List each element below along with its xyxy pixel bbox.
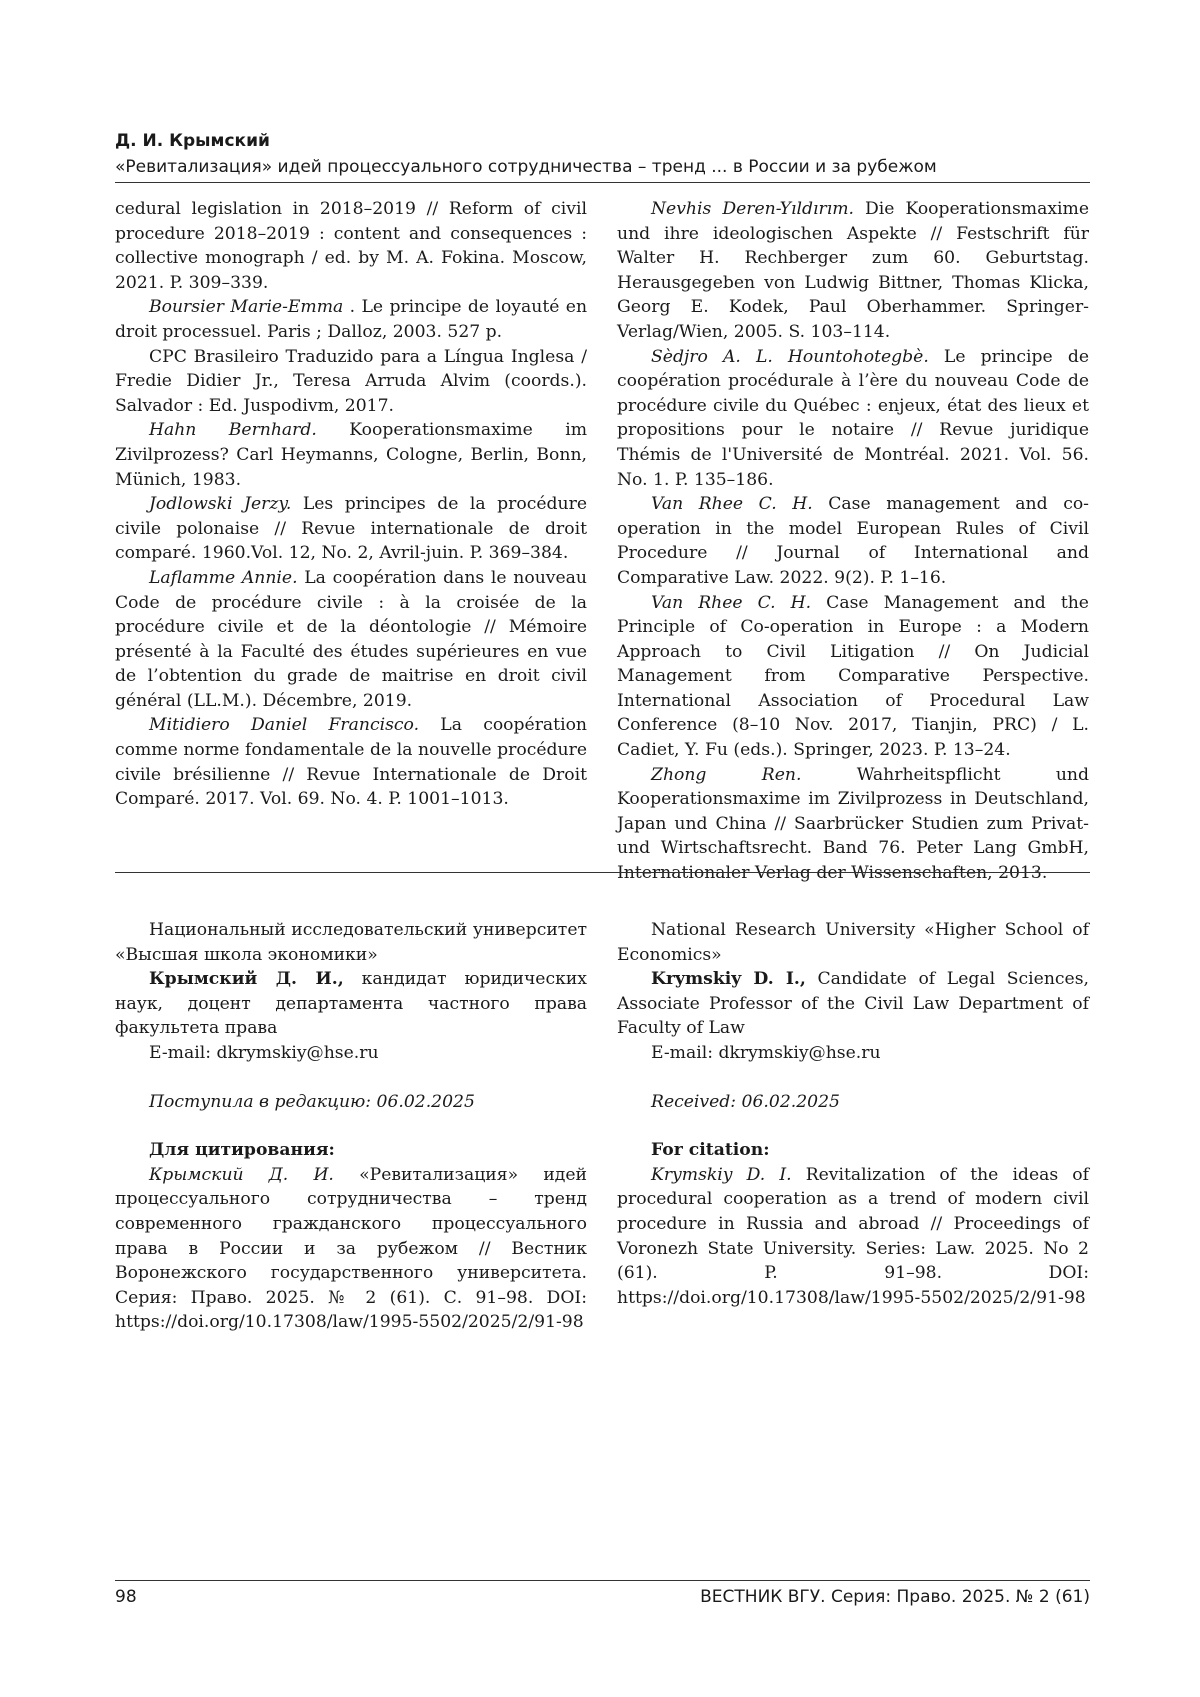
reference-item: Jodlowski Jerzy. Les principes de la procédure civile polonaise // Revue internationale de droit comparé. 1960.Vol. 12, No. 2, Avril-juin. P. 369–384. — [115, 492, 587, 566]
reference-item: cedural legislation in 2018–2019 // Reform of civil procedure 2018–2019 : content and consequences : collective monograph / ed. by M. A. Fokina. Moscow, 2021. P. 309–339. — [115, 197, 587, 295]
citation-text: Крымский Д. И. «Ревитализация» идей процессуального сотрудничества – тренд современного гражданского процессуального права в России и за рубежом // Вестник Воронежского государственного университета. Серия: Право. 2025. № 2 (61). С. 91–98. DOI: https://doi.org/10.17308/law/1995-5502/2025/2/91-98 — [115, 1163, 587, 1335]
reference-item: Van Rhee C. H. Case Management and the Principle of Co-operation in Europe : a Modern Approach to Civil Litigation // On Judicial Management from Comparative Perspective. International Association of Procedural Law Conference (8–10 Nov. 2017, Tianjin, PRC) / L. Cadiet, Y. Fu (eds.). Springer, 2023. P. 13–24. — [617, 591, 1089, 763]
author-info-en — [617, 918, 1089, 1310]
reference-author: Laflamme Annie. — [149, 568, 298, 588]
author-info-ru — [115, 918, 587, 1335]
reference-author: Nevhis Deren-Yıldırım. — [651, 199, 854, 219]
journal-name: ВЕСТНИК ВГУ. Серия: Право. 2025. № 2 (61) — [700, 1587, 1090, 1607]
reference-author: Van Rhee C. H. — [651, 494, 813, 514]
author-email: E-mail: dkrymskiy@hse.ru — [617, 1041, 1089, 1066]
running-header-title: «Ревитализация» идей процессуального сотрудничества – тренд ... в России и за рубежом — [115, 157, 937, 177]
reference-item: CPC Brasileiro Traduzido para a Língua Inglesa / Fredie Didier Jr., Teresa Arruda Alvim (coords.). Salvador : Ed. Juspodivm, 2017. — [115, 345, 587, 419]
page-number: 98 — [115, 1587, 137, 1607]
reference-item: Van Rhee C. H. Case management and co-operation in the model European Rules of Civil Procedure // Journal of International and Comparative Law. 2022. 9(2). P. 1–16. — [617, 492, 1089, 590]
received-date: Received: 06.02.2025 — [617, 1090, 1089, 1115]
running-header-author: Д. И. Крымский — [115, 131, 270, 151]
references-left-column — [115, 197, 587, 812]
citation-text: Krymskiy D. I. Revitalization of the ideas of procedural cooperation as a trend of modern civil procedure in Russia and abroad // Proceedings of Voronezh State University. Series: Law. 2025. No 2 (61). P. 91–98. DOI: https://doi.org/10.17308/law/1995-5502/2025/2/91-98 — [617, 1163, 1089, 1311]
author-email: E-mail: dkrymskiy@hse.ru — [115, 1041, 587, 1066]
reference-author: Hahn Bernhard. — [149, 420, 317, 440]
section-rule — [115, 872, 1090, 873]
reference-item: Laflamme Annie. La coopération dans le nouveau Code de procédure civile : à la croisée de la procédure civile et de la déontologie // Mémoire présenté à la Faculté des études supérieures en vue de l’obtention du grade de maitrise en droit civil général (LL.M.). Décembre, 2019. — [115, 566, 587, 714]
author-affiliation: Национальный исследовательский университет «Высшая школа экономики» — [115, 918, 587, 967]
reference-item: Sèdjro A. L. Hountohotegbè. Le principe de coopération procédurale à l’ère du nouveau Code de procédure civile du Québec : enjeux, état des lieux et propositions pour le notaire // Revue juridique Thémis de l'Université de Montréal. 2021. Vol. 56. No. 1. P. 135–186. — [617, 345, 1089, 493]
journal-page — [0, 0, 1200, 1697]
received-date: Поступила в редакцию: 06.02.2025 — [115, 1090, 587, 1115]
reference-item: Mitidiero Daniel Francisco. La coopération comme norme fondamentale de la nouvelle procédure civile brésilienne // Revue Internationale de Droit Comparé. 2017. Vol. 69. No. 4. P. 1001–1013. — [115, 713, 587, 811]
reference-item: Zhong Ren. Wahrheitspflicht und Kooperationsmaxime im Zivilprozess in Deutschland, Japan und China // Saarbrücker Studien zum Privat- und Wirtschaftsrecht. Band 76. Peter Lang GmbH, Internationaler Verlag der Wissenschaften, 2013. — [617, 763, 1089, 886]
reference-author: Boursier Marie-Emma — [149, 297, 343, 317]
reference-item: Boursier Marie-Emma . Le principe de loyauté en droit processuel. Paris ; Dalloz, 2003. 527 p. — [115, 295, 587, 344]
reference-author: Sèdjro A. L. Hountohotegbè. — [651, 347, 929, 367]
reference-author: Jodlowski Jerzy. — [149, 494, 291, 514]
author-name: Крымский Д. И., — [149, 969, 344, 989]
citation-heading: Для цитирования: — [115, 1138, 587, 1163]
header-rule — [115, 182, 1090, 183]
citation-heading: For citation: — [617, 1138, 1089, 1163]
author-details: Krymskiy D. I., Candidate of Legal Sciences, Associate Professor of the Civil Law Department of Faculty of Law — [617, 967, 1089, 1041]
author-affiliation: National Research University «Higher School of Economics» — [617, 918, 1089, 967]
reference-author: Van Rhee C. H. — [651, 593, 811, 613]
author-name: Krymskiy D. I., — [651, 969, 806, 989]
reference-item: Nevhis Deren-Yıldırım. Die Kooperationsmaxime und ihre ideologischen Aspekte // Festschrift für Walter H. Rechberger zum 60. Geburtstag. Herausgegeben von Ludwig Bittner, Thomas Klicka, Georg E. Kodek, Paul Oberhammer. Springer-Verlag/Wien, 2005. S. 103–114. — [617, 197, 1089, 345]
footer-rule — [115, 1580, 1090, 1581]
reference-author: Zhong Ren. — [651, 765, 801, 785]
reference-author: Mitidiero Daniel Francisco. — [149, 715, 419, 735]
author-details: Крымский Д. И., кандидат юридических наук, доцент департамента частного права факультета права — [115, 967, 587, 1041]
references-right-column — [617, 197, 1089, 886]
reference-item: Hahn Bernhard. Kooperationsmaxime im Zivilprozess? Carl Heymanns, Cologne, Berlin, Bonn, Münich, 1983. — [115, 418, 587, 492]
